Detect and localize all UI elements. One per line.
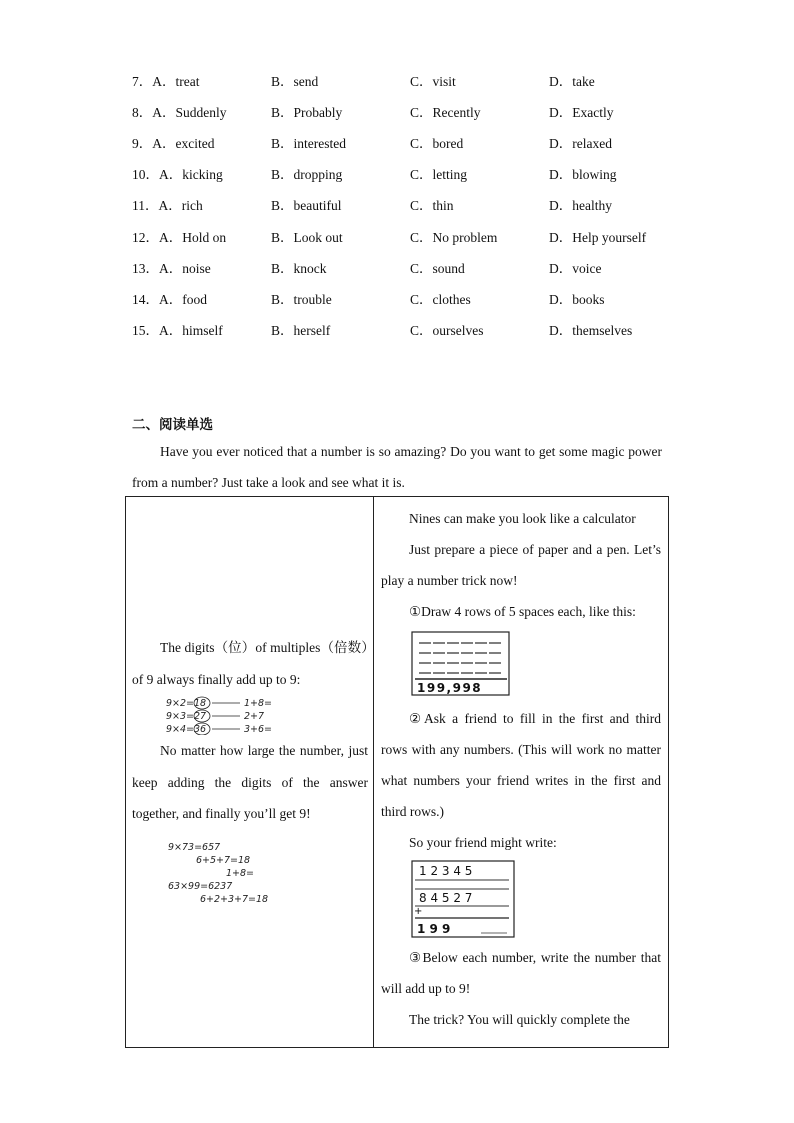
grid-result: 199,998 — [417, 681, 483, 695]
option-d: D．Exactly — [549, 104, 614, 120]
right-paragraph-5: ③Below each number, write the number that will add up to 9! — [381, 950, 661, 996]
option-a: 8．A．Suddenly — [132, 104, 227, 120]
option-b: B．dropping — [271, 167, 343, 183]
option-a: 15．A．himself — [132, 323, 223, 339]
filled-grid-figure — [411, 860, 515, 938]
option-d: D．healthy — [549, 198, 612, 214]
left-paragraph-2: No matter how large the number, just keep adding the digits of the answer together, and finally you’ll get 9! — [132, 743, 368, 821]
option-a: 9．A．excited — [132, 135, 215, 151]
fig1-sum-1: 1+8= — [244, 698, 273, 709]
grid-row-1-text: 1 2 3 4 5 — [419, 864, 473, 878]
option-d: D．Help yourself — [549, 229, 647, 245]
grid-result-text: 1 9 9 — [417, 922, 451, 936]
option-c: C．letting — [410, 167, 467, 183]
option-d: D．books — [549, 291, 605, 307]
option-d: D．relaxed — [549, 135, 612, 151]
grid-plus-sign: + — [414, 906, 423, 917]
blank-grid-figure — [411, 631, 511, 697]
fig2-line-3: 1+8= — [226, 867, 255, 879]
intro-paragraph: Have you ever noticed that a number is so amazing? Do you want to get some magic power from a number? Just take a look and see what it is. — [132, 444, 662, 490]
fig1-eq-1: 9×2=18 — [166, 698, 207, 709]
option-d: D．take — [549, 73, 595, 89]
right-heading: Nines can make you look like a calculator — [409, 511, 636, 526]
options-table — [132, 64, 679, 345]
option-c: C．visit — [410, 73, 456, 89]
fig1-sum-3: 3+6= — [244, 724, 273, 735]
option-d: D．voice — [549, 260, 602, 276]
option-c: C．No problem — [410, 229, 498, 245]
option-b: B．trouble — [271, 291, 332, 307]
option-b: B．herself — [271, 323, 331, 339]
right-paragraph-2: ①Draw 4 rows of 5 spaces each, like this: — [409, 604, 636, 619]
left-paragraph-1: The digits（位）of multiples（倍数）of 9 always finally add up to 9: — [132, 640, 368, 687]
fig1-eq-3: 9×4=36 — [166, 724, 207, 735]
fig1-eq-2: 9×3=27 — [166, 711, 207, 722]
option-row — [132, 126, 679, 157]
option-d: D．themselves — [549, 323, 633, 339]
grid-row-3-text: 8 4 5 2 7 — [419, 891, 473, 905]
option-a: 14．A．food — [132, 291, 207, 307]
option-b: B．Look out — [271, 229, 343, 245]
left-column — [132, 632, 368, 908]
option-row — [132, 314, 679, 345]
option-c: C．Recently — [410, 104, 481, 120]
right-paragraph-3: ②Ask a friend to fill in the first and third rows with any numbers. (This will work no matter what numbers your friend writes in the first and third rows.) — [381, 711, 661, 819]
option-row — [132, 95, 679, 126]
option-c: C．bored — [410, 135, 464, 151]
fig2-line-2: 6+5+7=18 — [196, 854, 251, 866]
option-row — [132, 189, 679, 220]
multiples-figure — [164, 695, 304, 735]
right-column — [381, 503, 661, 1035]
option-b: B．Probably — [271, 104, 343, 120]
right-paragraph-6: The trick? You will quickly complete the — [409, 1012, 630, 1027]
option-b: B．interested — [271, 135, 346, 151]
option-b: B．send — [271, 73, 319, 89]
option-row — [132, 282, 679, 313]
option-row — [132, 64, 679, 95]
option-a: 13．A．noise — [132, 260, 211, 276]
fig2-line-5: 6+2+3+7=18 — [200, 893, 269, 905]
right-paragraph-4: So your friend might write: — [409, 835, 557, 850]
option-c: C．thin — [410, 198, 454, 214]
fig1-sum-2: 2+7 — [244, 711, 265, 722]
fig2-line-1: 9×73=657 — [168, 841, 221, 853]
section-title: 二、阅读单选 — [132, 417, 213, 432]
large-number-figure — [166, 838, 326, 908]
option-c: C．ourselves — [410, 323, 484, 339]
option-b: B．beautiful — [271, 198, 342, 214]
option-row — [132, 220, 679, 251]
reading-table-divider — [373, 496, 374, 1048]
right-paragraph-1: Just prepare a piece of paper and a pen. Let’s play a number trick now! — [381, 542, 661, 588]
option-row — [132, 251, 679, 282]
option-d: D．blowing — [549, 167, 617, 183]
option-c: C．sound — [410, 260, 465, 276]
option-b: B．knock — [271, 260, 327, 276]
option-a: 11．A．rich — [132, 198, 203, 214]
option-c: C．clothes — [410, 291, 471, 307]
option-a: 10．A．kicking — [132, 167, 223, 183]
option-row — [132, 158, 679, 189]
option-a: 7．A．treat — [132, 73, 200, 89]
option-a: 12．A．Hold on — [132, 229, 227, 245]
fig2-line-4: 63×99=6237 — [168, 880, 233, 892]
